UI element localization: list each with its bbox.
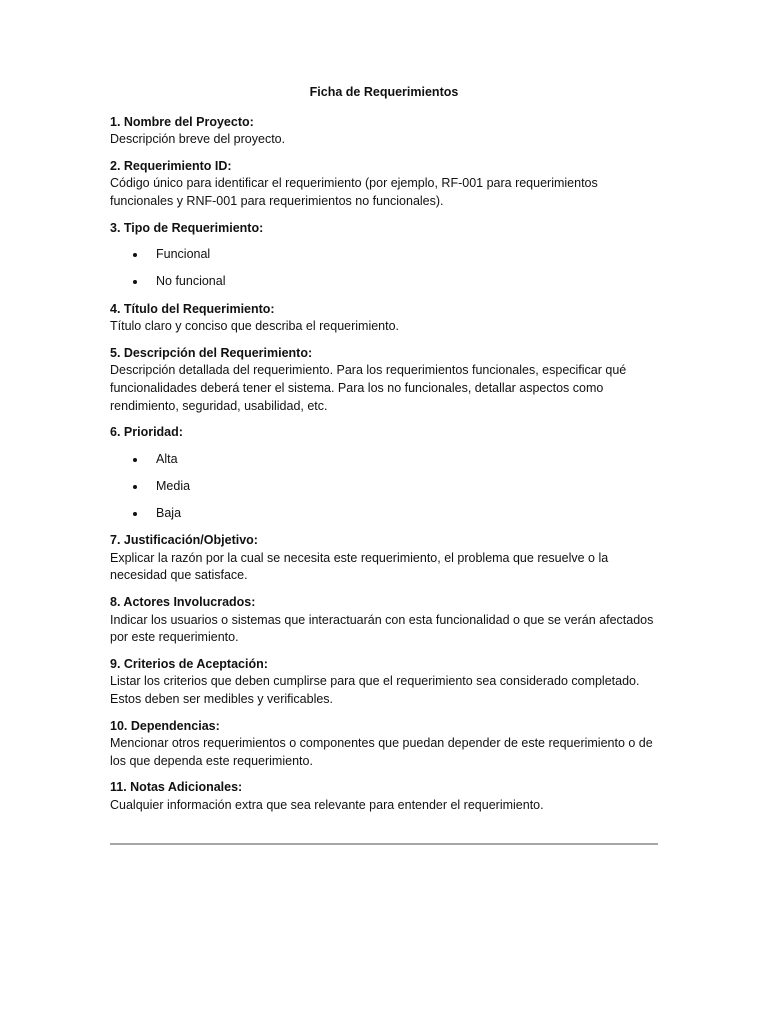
section-heading: 4. Título del Requerimiento: bbox=[110, 301, 275, 316]
list-item-label: No funcional bbox=[156, 274, 226, 289]
section-heading: 7. Justificación/Objetivo: bbox=[110, 533, 258, 548]
section-heading: 9. Criterios de Aceptación: bbox=[110, 656, 268, 671]
bullet-icon bbox=[133, 485, 137, 489]
list-item bbox=[110, 505, 658, 523]
requirement-type-list bbox=[110, 246, 658, 291]
section-justification bbox=[110, 532, 658, 585]
section-heading: 2. Requerimiento ID: bbox=[110, 158, 232, 173]
horizontal-rule bbox=[110, 843, 658, 845]
list-item-label: Media bbox=[156, 478, 191, 493]
section-acceptance-criteria bbox=[110, 656, 658, 709]
section-body: Mencionar otros requerimientos o componentes que puedan depender de este requerimiento o de los que dependa este requerimiento. bbox=[110, 736, 653, 768]
list-item-label: Alta bbox=[156, 451, 178, 466]
section-body: Indicar los usuarios o sistemas que interactuarán con esta funcionalidad o que se verán afectados por este requerimiento. bbox=[110, 612, 654, 645]
section-body: Código único para identificar el requerimiento (por ejemplo, RF-001 para requerimientos funcionales y RNF-001 para requerimientos no funcionales). bbox=[110, 176, 598, 208]
section-heading: 11. Notas Adicionales: bbox=[110, 780, 243, 795]
section-requirement-description bbox=[110, 345, 658, 415]
section-heading: 3. Tipo de Requerimiento: bbox=[110, 220, 264, 235]
list-item bbox=[110, 478, 658, 496]
section-requirement-id bbox=[110, 158, 658, 211]
section-requirement-title bbox=[110, 301, 658, 336]
section-body: Cualquier información extra que sea relevante para entender el requerimiento. bbox=[110, 797, 544, 812]
section-body: Explicar la razón por la cual se necesita este requerimiento, el problema que resuelve o la necesidad que satisface. bbox=[110, 550, 609, 583]
bullet-icon bbox=[133, 253, 137, 257]
section-heading: 1. Nombre del Proyecto: bbox=[110, 114, 254, 129]
section-actors bbox=[110, 594, 658, 647]
priority-list bbox=[110, 451, 658, 523]
document-title: Ficha de Requerimientos bbox=[309, 85, 459, 99]
section-dependencies bbox=[110, 718, 658, 771]
section-body: Título claro y conciso que describa el requerimiento. bbox=[110, 319, 400, 334]
bullet-icon bbox=[133, 280, 137, 284]
section-priority bbox=[110, 424, 658, 523]
bullet-icon bbox=[133, 512, 137, 516]
section-body: Descripción breve del proyecto. bbox=[110, 132, 286, 147]
section-body: Listar los criterios que deben cumplirse para que el requerimiento sea considerado completado. Estos deben ser medibles y verificables. bbox=[110, 674, 640, 706]
section-heading: 6. Prioridad: bbox=[110, 425, 183, 440]
bullet-icon bbox=[133, 458, 137, 462]
section-additional-notes bbox=[110, 779, 658, 814]
list-item bbox=[110, 451, 658, 469]
section-heading: 10. Dependencias: bbox=[110, 718, 220, 733]
list-item bbox=[110, 246, 658, 264]
document-page bbox=[110, 84, 658, 824]
section-requirement-type bbox=[110, 220, 658, 291]
list-item bbox=[110, 273, 658, 291]
section-heading: 8. Actores Involucrados: bbox=[110, 595, 256, 610]
list-item-label: Baja bbox=[156, 506, 182, 521]
section-heading: 5. Descripción del Requerimiento: bbox=[110, 345, 313, 360]
list-item-label: Funcional bbox=[156, 247, 211, 262]
section-project-name bbox=[110, 114, 658, 149]
section-body: Descripción detallada del requerimiento. Para los requerimientos funcionales, especificar qué funcionalidades deberá tener el sistema. Para los no funcionales, detallar aspectos como rendimiento, seguridad, usabilidad, etc. bbox=[110, 363, 627, 413]
